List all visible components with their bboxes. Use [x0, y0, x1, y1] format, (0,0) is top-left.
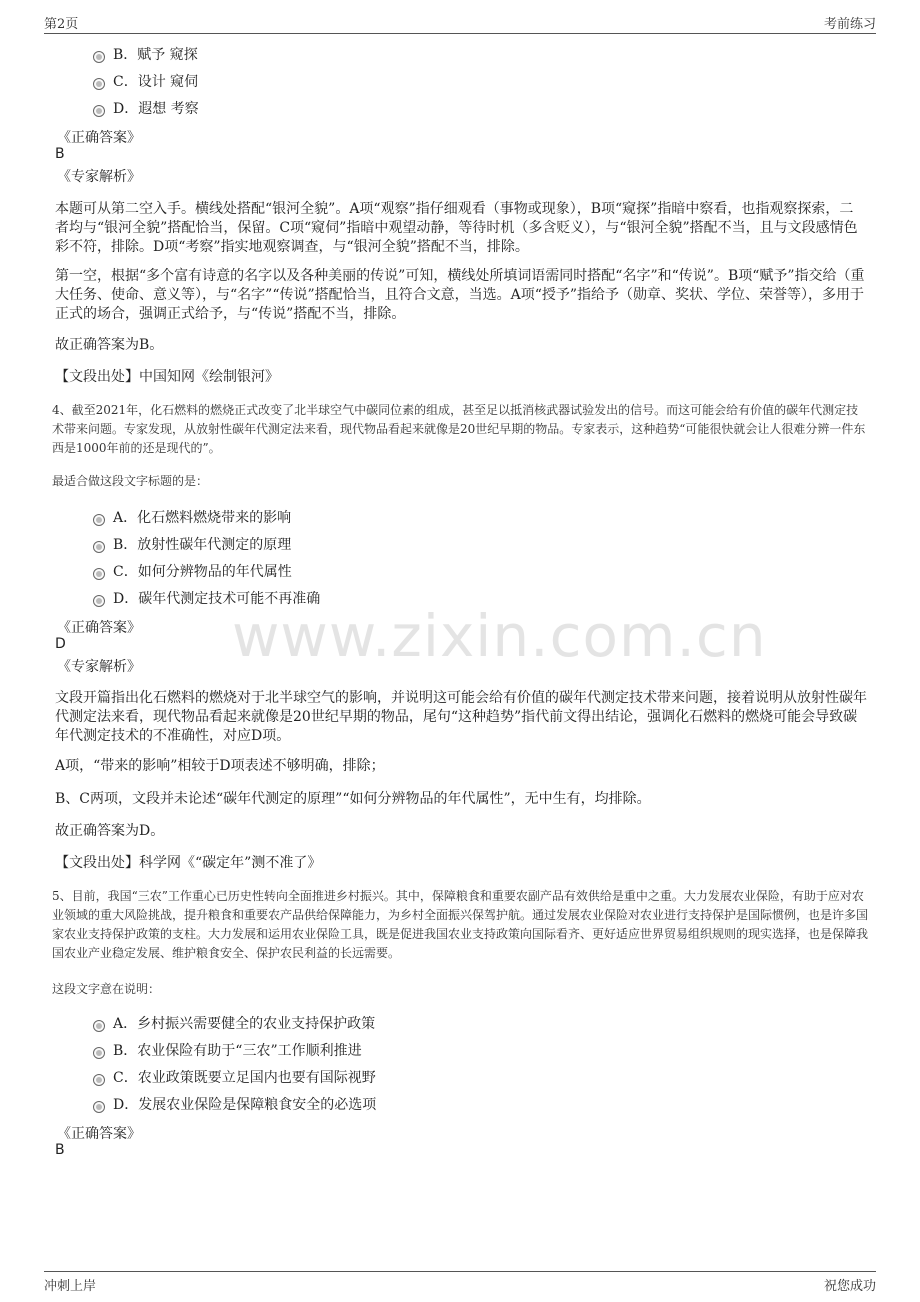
- radio-icon[interactable]: [93, 105, 105, 117]
- option-label: C．农业政策既要立足国内也要有国际视野: [113, 1070, 376, 1086]
- q3-answer-label: 《正确答案》: [57, 130, 141, 146]
- q4-answer-label: 《正确答案》: [57, 620, 141, 636]
- radio-icon[interactable]: [93, 568, 105, 580]
- q4-answer: D: [55, 636, 66, 652]
- q5-option-c[interactable]: [93, 1067, 376, 1087]
- q5-option-a[interactable]: [93, 1013, 375, 1033]
- q4-option-c[interactable]: [93, 561, 292, 581]
- option-label: B．放射性碳年代测定的原理: [113, 537, 292, 553]
- q4-option-d[interactable]: [93, 588, 320, 608]
- q3-source: 【文段出处】中国知网《绘制银河》: [55, 369, 279, 385]
- q5-option-d[interactable]: [93, 1094, 376, 1114]
- page-header: [44, 13, 876, 34]
- q5-question-text: 5、目前，我国“三农”工作重心已历史性转向全面推进乡村振兴。其中，保障粮食和重要农副产品有效供给是重中之重。大力发展农业保险，有助于应对农业领域的重大风险挑战，提升粮食和重要农产品供给保障能力，为乡村全面振兴保驾护航。通过发展农业保险对农业进行支持保护是国际惯例，也是许多国家农业支持保护政策的支柱。大力发展和运用农业保险工具，既是促进我国农业支持政策向国际看齐、更好适应世界贸易组织规则的现实选择，也是保障我国农业产业稳定发展、维护粮食安全、保护农民利益的长远需要。: [52, 889, 869, 960]
- q5-answer-label: 《正确答案》: [57, 1126, 141, 1142]
- q5-prompt: 这段文字意在说明：: [52, 982, 161, 996]
- q3-option-c[interactable]: [93, 71, 198, 91]
- q4-source: 【文段出处】科学网《“碳定年”测不准了》: [55, 855, 322, 871]
- q3-answer: B: [55, 146, 65, 162]
- option-label: C．设计 窥伺: [113, 74, 199, 90]
- q4-option-a[interactable]: [93, 507, 291, 527]
- header-title: 考前练习: [823, 17, 876, 32]
- radio-icon[interactable]: [93, 51, 105, 63]
- q4-analysis-label: 《专家解析》: [57, 659, 141, 675]
- q3-option-d[interactable]: [93, 98, 199, 118]
- radio-icon[interactable]: [93, 541, 105, 553]
- radio-icon[interactable]: [93, 595, 105, 607]
- radio-icon[interactable]: [93, 1047, 105, 1059]
- watermark: www.zixin.com.cn: [232, 602, 767, 670]
- radio-icon[interactable]: [93, 78, 105, 90]
- q3-analysis-para-1: 本题可从第二空入手。横线处搭配“银河全貌”。A项“观察”指仔细观看（事物或现象），B项“窥探”指暗中察看，也指观察探索，二者均与“银河全貌”搭配恰当，保留。C项“窥伺”指暗中观望动静，等待时机（多含贬义），与“银河全貌”搭配不当，且与文段感情色彩不符，排除。D项“考察”指实地观察调查，与“银河全貌”搭配不当，排除。: [55, 201, 858, 255]
- q5-answer: B: [55, 1142, 65, 1158]
- q5-option-b[interactable]: [93, 1040, 362, 1060]
- radio-icon[interactable]: [93, 514, 105, 526]
- q4-option-b[interactable]: [93, 534, 291, 554]
- q4-analysis-para-2: A项，“带来的影响”相较于D项表述不够明确，排除；: [55, 758, 385, 774]
- option-label: D．遐想 考察: [113, 101, 199, 117]
- option-label: B．赋予 窥探: [113, 47, 198, 63]
- page-number: 第2页: [44, 17, 79, 32]
- q3-option-b[interactable]: [93, 44, 198, 64]
- q4-question-text: 4、截至2021年，化石燃料的燃烧正式改变了北半球空气中碳同位素的组成，甚至足以抵消核武器试验发出的信号。而这可能会给有价值的碳年代测定技术带来问题。专家发现，从放射性碳年代测定法来看，现代物品看起来就像是20世纪早期的物品。专家表示，这种趋势“可能很快就会让人很难分辨一件东西是1000年前的还是现代的”。: [52, 403, 866, 455]
- q4-analysis-conclusion: 故正确答案为D。: [55, 823, 165, 839]
- q4-prompt: 最适合做这段文字标题的是：: [52, 474, 209, 488]
- radio-icon[interactable]: [93, 1020, 105, 1032]
- radio-icon[interactable]: [93, 1074, 105, 1086]
- q4-analysis-para-3: B、C两项，文段并未论述“碳年代测定的原理”“如何分辨物品的年代属性”，无中生有，均排除。: [55, 791, 651, 807]
- footer-left-text: 冲刺上岸: [44, 1279, 97, 1294]
- option-label: D．发展农业保险是保障粮食安全的必选项: [113, 1097, 377, 1113]
- q3-analysis-conclusion: 故正确答案为B。: [55, 337, 164, 353]
- page-footer: [44, 1271, 876, 1295]
- q3-analysis-para-2: 第一空，根据“多个富有诗意的名字以及各种美丽的传说”可知，横线处所填词语需同时搭配“名字”和“传说”。B项“赋予”指交给（重大任务、使命、意义等），与“名字”“传说”搭配恰当，且符合文意，当选。A项“授予”指给予（勋章、奖状、学位、荣誉等），多用于正式的场合，强调正式给予，与“传说”搭配不当，排除。: [55, 268, 865, 322]
- q4-analysis-para-1: 文段开篇指出化石燃料的燃烧对于北半球空气的影响，并说明这可能会给有价值的碳年代测定技术带来问题，接着说明从放射性碳年代测定法来看，现代物品看起来就像是20世纪早期的物品，尾句“这种趋势”指代前文得出结论，强调化石燃料的燃烧可能会导致碳年代测定技术的不准确性，对应D项。: [55, 690, 867, 744]
- option-label: D．碳年代测定技术可能不再准确: [113, 591, 321, 607]
- option-label: A．化石燃料燃烧带来的影响: [113, 510, 292, 526]
- radio-icon[interactable]: [93, 1101, 105, 1113]
- option-label: C．如何分辨物品的年代属性: [113, 564, 292, 580]
- option-label: B．农业保险有助于“三农”工作顺利推进: [113, 1043, 362, 1059]
- option-label: A．乡村振兴需要健全的农业支持保护政策: [113, 1016, 376, 1032]
- q3-analysis-label: 《专家解析》: [57, 169, 141, 185]
- footer-right-text: 祝您成功: [823, 1279, 876, 1294]
